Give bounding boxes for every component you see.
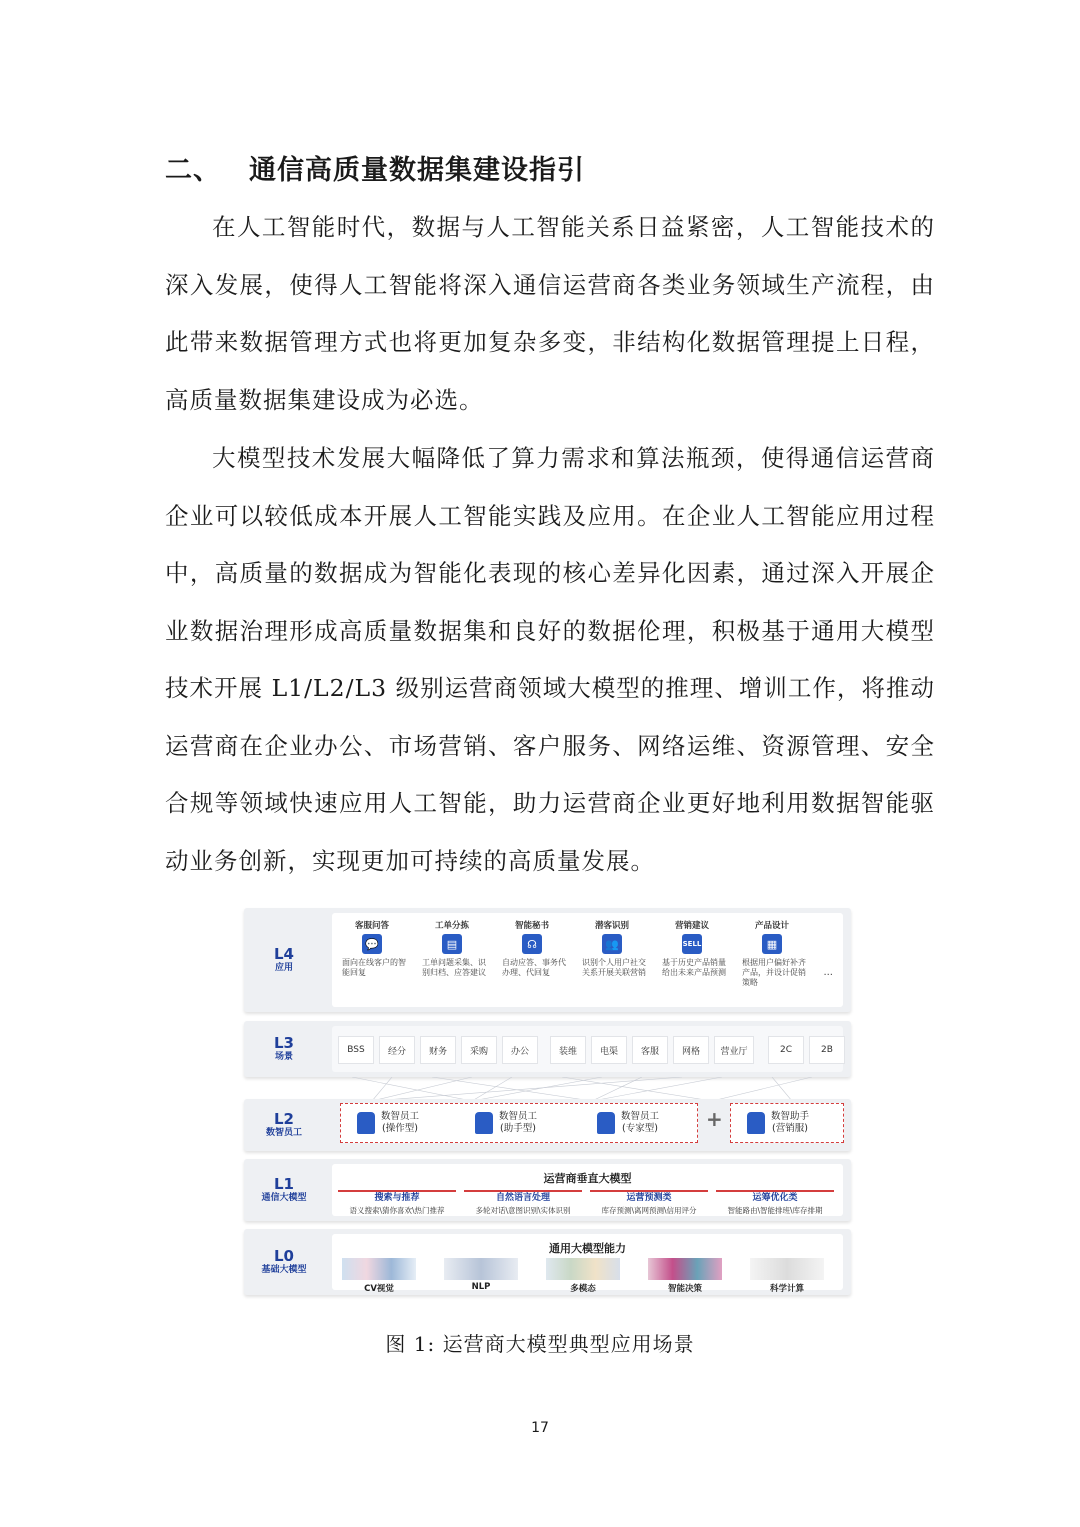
scene-tag: 采购 (461, 1036, 497, 1064)
app-description: 面向在线客户的智能回复 (342, 958, 406, 977)
cv-image (342, 1258, 416, 1280)
scene-tag: 财务 (420, 1036, 456, 1064)
worker-group (340, 1103, 698, 1143)
app-title: 营销建议 (674, 921, 709, 931)
worker-label (621, 1111, 659, 1135)
worker-name: 数智员工 (621, 1111, 660, 1122)
scene-tag: 客服 (632, 1036, 668, 1064)
layer-body (332, 913, 843, 1007)
operator-icon (357, 1112, 375, 1134)
scene-tag: 2B (809, 1036, 845, 1064)
layer-body (332, 1234, 843, 1294)
figure-llm-architecture (244, 903, 851, 1300)
layer-label-l2 (244, 1099, 324, 1151)
paragraph-2: 大模型技术发展大幅降低了算力需求和算法瓶颈，使得通信运营商企业可以较低成本开展人工智能实践及应用。在企业人工智能应用过程中，高质量的数据成为智能化表现的核心差异化因素，通过深入开展企业数据治理形成高质量数据集和良好的数据伦理，积极基于通用大模型技术开展 L1/L2/L3 级别运营商领域大模型的推理、增训工作，将推动运营商在企业办公、市场营销、客户服务、网络运维、资源管理、安全合规等领域快速应用人工智能，助力运营商企业更好地利用数据智能驱动业务创新，实现更加可持续的高质量发展。 (165, 444, 935, 875)
worker-label (771, 1111, 809, 1135)
capability-label: 智能决策 (667, 1284, 702, 1294)
worker-item (597, 1109, 659, 1137)
marketing-assistant-icon (747, 1112, 765, 1134)
assistant-group (730, 1103, 844, 1143)
scene-tag: 电渠 (591, 1036, 627, 1064)
layer-label-l3 (244, 1021, 324, 1077)
decision-image (648, 1258, 722, 1280)
connection-lines (332, 1077, 842, 1101)
model-description: 库存预测\离网预测\信用评分 (601, 1206, 697, 1215)
model-description: 语义搜索\猜你喜欢\热门推荐 (349, 1206, 445, 1215)
worker-item (747, 1109, 809, 1137)
science-image (750, 1258, 824, 1280)
model-description: 多轮对话\意图识别\实体识别 (475, 1206, 571, 1215)
users-icon: 👥 (602, 934, 622, 954)
capability-label: NLP (471, 1282, 491, 1292)
capability-card (750, 1258, 824, 1294)
band-title: 运营商垂直大模型 (543, 1172, 632, 1185)
scene-tag: 营业厅 (714, 1036, 754, 1064)
model-card (464, 1190, 582, 1218)
document-icon: ▤ (442, 934, 462, 954)
model-card (338, 1190, 456, 1218)
app-title: 智能秘书 (514, 921, 549, 931)
grid-icon: ▦ (762, 934, 782, 954)
app-description: 基于历史产品销量给出未来产品预测 (662, 958, 726, 977)
app-title: 潜客识别 (594, 921, 629, 931)
layer-body (332, 1026, 843, 1072)
capability-card (546, 1258, 620, 1294)
layer-l0 (244, 1229, 851, 1295)
figure-caption: 图 1: 运营商大模型典型应用场景 (385, 1332, 695, 1356)
section-title: 通信高质量数据集建设指引 (249, 155, 585, 186)
layer-code: L3 (274, 1034, 294, 1052)
worker-name: 数智员工 (499, 1111, 538, 1122)
app-card (336, 919, 408, 1011)
layer-subtitle: 应用 (274, 963, 293, 973)
app-card (656, 919, 728, 1011)
worker-name: 数智员工 (381, 1111, 420, 1122)
model-description: 智能路由\智能排班\库存排期 (727, 1206, 823, 1215)
app-title: 工单分拣 (434, 921, 469, 931)
model-title: 运营预测类 (626, 1193, 672, 1203)
more-ellipsis: ... (823, 967, 833, 978)
capability-card (342, 1258, 416, 1294)
worker-item (475, 1109, 537, 1137)
plus-icon: + (706, 1107, 723, 1131)
nlp-image (444, 1258, 518, 1280)
layer-subtitle: 基础大模型 (261, 1265, 307, 1275)
layer-l3 (244, 1021, 851, 1077)
section-number: 二、 (165, 155, 221, 186)
model-title: 搜索与推荐 (374, 1193, 420, 1203)
paragraph-1: 在人工智能时代，数据与人工智能关系日益紧密，人工智能技术的深入发展，使得人工智能将深入通信运营商各类业务领域生产流程，由此带来数据管理方式也将更加复杂多变，非结构化数据管理提上日程，高质量数据集建设成为必选。 (165, 213, 935, 414)
worker-type: (操作型) (382, 1123, 418, 1134)
layer-l4 (244, 908, 851, 1012)
app-description: 工单问题采集、识别归档、应答建议 (422, 958, 486, 977)
model-card (590, 1190, 708, 1218)
app-title: 客服问答 (354, 921, 389, 931)
sell-icon: SELL (682, 934, 702, 954)
scene-tag: 经分 (379, 1036, 415, 1064)
layer-code: L2 (274, 1110, 294, 1128)
model-title: 自然语言处理 (495, 1193, 550, 1203)
app-card (576, 919, 648, 1011)
layer-subtitle: 通信大模型 (261, 1193, 307, 1203)
layer-label-l0 (244, 1229, 324, 1295)
layer-subtitle: 数智员工 (265, 1128, 302, 1138)
layer-body (332, 1164, 843, 1216)
layer-l2 (244, 1099, 851, 1151)
app-card (496, 919, 568, 1011)
capability-card (444, 1258, 518, 1294)
expert-icon (597, 1112, 615, 1134)
scene-tag: 办公 (502, 1036, 538, 1064)
page-number: 17 (531, 1420, 549, 1436)
layer-subtitle: 场景 (274, 1052, 293, 1062)
scene-tag: 装维 (550, 1036, 586, 1064)
layer-label-l4 (244, 908, 324, 1012)
worker-type: (助手型) (500, 1123, 536, 1134)
worker-item (357, 1109, 419, 1137)
assistant-icon (475, 1112, 493, 1134)
capability-label: 科学计算 (769, 1284, 804, 1294)
scene-tag: 网格 (673, 1036, 709, 1064)
section-heading (165, 148, 585, 187)
app-title: 产品设计 (754, 921, 789, 931)
multimodal-image (546, 1258, 620, 1280)
app-description: 根据用户偏好补齐产品，并设计促销策略 (742, 958, 806, 987)
app-description: 识别个人用户社交关系开展关联营销 (582, 958, 646, 977)
layer-code: L0 (274, 1247, 294, 1265)
band-title: 通用大模型能力 (549, 1242, 626, 1255)
layer-label-l1 (244, 1159, 324, 1221)
capability-card (648, 1258, 722, 1294)
worker-label (499, 1111, 537, 1135)
worker-type: (专家型) (622, 1123, 658, 1134)
chat-icon: 💬 (362, 934, 382, 954)
layer-code: L1 (274, 1175, 294, 1193)
model-card (716, 1190, 834, 1218)
model-title: 运筹优化类 (752, 1193, 798, 1203)
capability-label: CV视觉 (364, 1284, 394, 1294)
layer-l1 (244, 1159, 851, 1221)
layer-code: L4 (274, 945, 294, 963)
capability-label: 多模态 (570, 1284, 596, 1294)
worker-name: 数智助手 (771, 1111, 810, 1122)
worker-type: (营销服) (772, 1123, 808, 1134)
scene-tag: BSS (338, 1036, 374, 1064)
worker-label (381, 1111, 419, 1135)
app-card (736, 919, 808, 1011)
scene-tag: 2C (768, 1036, 804, 1064)
headset-icon: ☊ (522, 934, 542, 954)
app-description: 自动应答、事务代办理、代回复 (502, 958, 566, 977)
app-card (416, 919, 488, 1011)
